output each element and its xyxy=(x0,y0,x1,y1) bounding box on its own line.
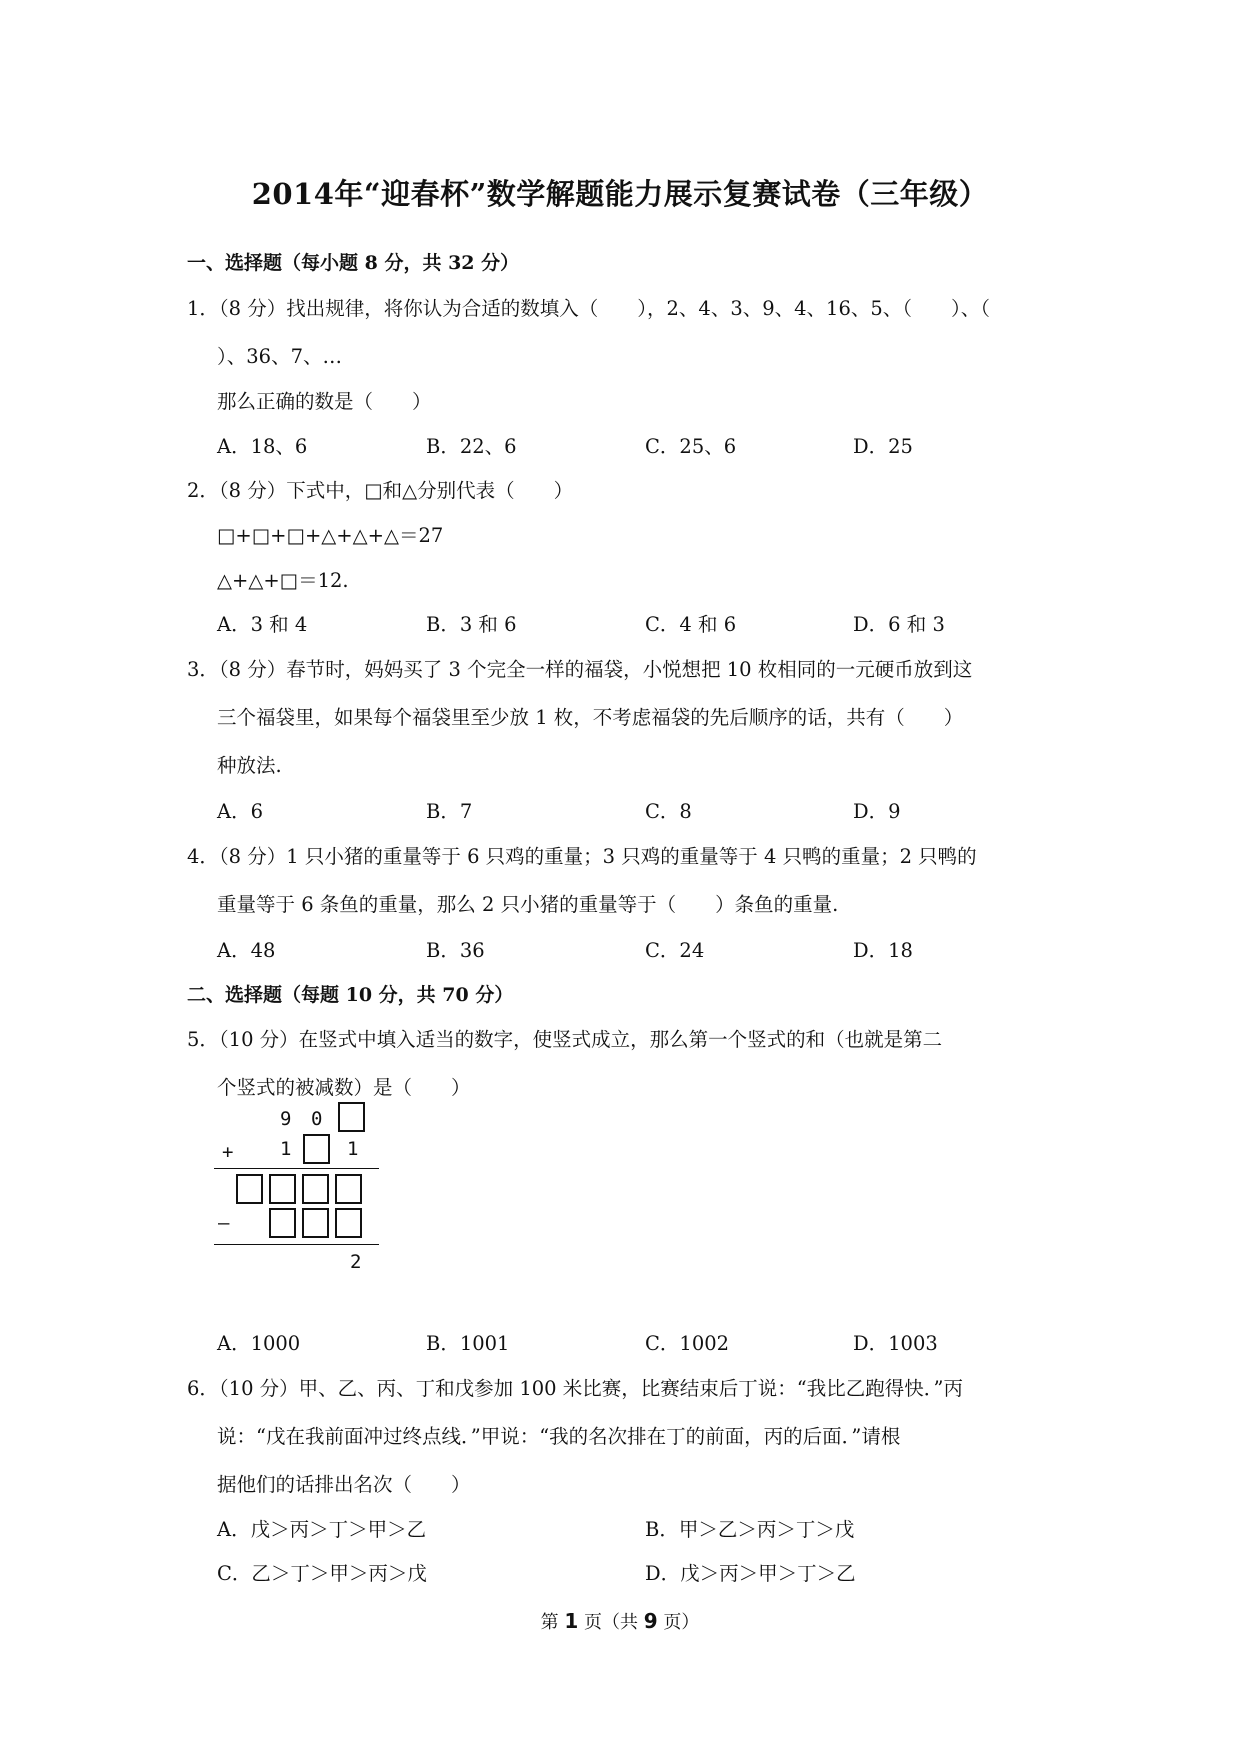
question-text: 4．（8 分）1 只小猪的重量等于 6 只鸡的重量；3 只鸡的重量等于 4 只鸭的重量；2 只鸭的 xyxy=(187,845,977,868)
blank-box xyxy=(269,1208,296,1238)
question-text: 1．（8 分）找出规律，将你认为合适的数填入（ ），2、4、3、9、4、16、5、（ ）、（ xyxy=(187,297,991,320)
blank-box xyxy=(303,1134,330,1164)
digit: 1 xyxy=(280,1138,292,1160)
option-a[interactable]: A．6 xyxy=(217,800,263,823)
question-text: 3．（8 分）春节时，妈妈买了 3 个完全一样的福袋，小悦想把 10 枚相同的一元硬币放到这 xyxy=(187,658,973,681)
question-text: 三个福袋里，如果每个福袋里至少放 1 枚，不考虑福袋的先后顺序的话，共有（ ） xyxy=(217,706,964,729)
result-digit: 2 xyxy=(350,1251,362,1273)
question-text: 重量等于 6 条鱼的重量，那么 2 只小猪的重量等于（ ）条鱼的重量. xyxy=(217,893,839,916)
option-c[interactable]: C．4 和 6 xyxy=(645,613,737,636)
option-c[interactable]: C．8 xyxy=(645,800,692,823)
option-d[interactable]: D．6 和 3 xyxy=(853,613,945,636)
question-text: 种放法. xyxy=(217,754,282,777)
option-a[interactable]: A．3 和 4 xyxy=(217,613,308,636)
blank-box xyxy=(236,1174,263,1204)
plus-sign: + xyxy=(222,1141,234,1163)
option-b[interactable]: B．7 xyxy=(426,800,473,823)
question-text: 2．（8 分）下式中，□和△分别代表（ ） xyxy=(187,479,574,502)
section-heading-2: 二、选择题（每题 10 分，共 70 分） xyxy=(187,984,514,1006)
question-text: 5．（10 分）在竖式中填入适当的数字，使竖式成立，那么第一个竖式的和（也就是第二 xyxy=(187,1028,943,1051)
blank-box xyxy=(335,1174,362,1204)
blank-box xyxy=(338,1102,365,1132)
option-a[interactable]: A．戊＞丙＞丁＞甲＞乙 xyxy=(217,1518,427,1541)
option-c[interactable]: C．24 xyxy=(645,939,705,962)
blank-box xyxy=(269,1174,296,1204)
footer-suffix: 页） xyxy=(657,1612,700,1633)
page-footer xyxy=(0,1608,1240,1634)
question-text: ）、36、7、… xyxy=(217,345,342,368)
page-title: 2014年“迎春杯”数学解题能力展示复赛试卷（三年级） xyxy=(251,177,989,211)
option-a[interactable]: A．18、6 xyxy=(217,435,308,458)
option-b[interactable]: B．36 xyxy=(426,939,485,962)
question-text: □+□+□+△+△+△＝27 xyxy=(217,524,444,547)
option-d[interactable]: D．9 xyxy=(853,800,901,823)
blank-box xyxy=(302,1208,329,1238)
question-text: 个竖式的被减数）是（ ） xyxy=(217,1076,471,1099)
option-d[interactable]: D．戊＞丙＞甲＞丁＞乙 xyxy=(645,1562,856,1585)
footer-prefix: 第 xyxy=(540,1612,565,1633)
option-d[interactable]: D．1003 xyxy=(853,1332,938,1355)
digit: 9 xyxy=(280,1108,292,1130)
option-c[interactable]: C．25、6 xyxy=(645,435,737,458)
question-text: 说：“戊在我前面冲过终点线．”甲说：“我的名次排在丁的前面，丙的后面．”请根 xyxy=(217,1425,901,1448)
blank-box xyxy=(335,1208,362,1238)
section-heading-1: 一、选择题（每小题 8 分，共 32 分） xyxy=(187,252,520,274)
question-text: △+△+□＝12. xyxy=(217,569,349,592)
option-d[interactable]: D．18 xyxy=(853,939,913,962)
option-a[interactable]: A．1000 xyxy=(217,1332,301,1355)
option-b[interactable]: B．甲＞乙＞丙＞丁＞戊 xyxy=(645,1518,855,1541)
divider-line xyxy=(214,1244,379,1245)
minus-sign: — xyxy=(218,1212,230,1234)
footer-middle: 页（共 xyxy=(578,1612,644,1633)
option-d[interactable]: D．25 xyxy=(853,435,913,458)
option-b[interactable]: B．22、6 xyxy=(426,435,517,458)
digit: 0 xyxy=(311,1108,323,1130)
blank-box xyxy=(302,1174,329,1204)
option-b[interactable]: B．1001 xyxy=(426,1332,510,1355)
question-text: 6．（10 分）甲、乙、丙、丁和戊参加 100 米比赛，比赛结束后丁说：“我比乙跑得快．”丙 xyxy=(187,1377,963,1400)
option-b[interactable]: B．3 和 6 xyxy=(426,613,517,636)
page-number: 1 xyxy=(564,1609,579,1633)
total-pages: 9 xyxy=(643,1609,658,1633)
digit: 1 xyxy=(347,1138,359,1160)
option-a[interactable]: A．48 xyxy=(217,939,276,962)
divider-line xyxy=(214,1168,379,1169)
vertical-arithmetic-figure xyxy=(214,1108,384,1278)
option-c[interactable]: C．1002 xyxy=(645,1332,730,1355)
question-text: 据他们的话排出名次（ ） xyxy=(217,1473,471,1496)
question-text: 那么正确的数是（ ） xyxy=(217,390,432,413)
option-c[interactable]: C．乙＞丁＞甲＞丙＞戊 xyxy=(217,1562,427,1585)
